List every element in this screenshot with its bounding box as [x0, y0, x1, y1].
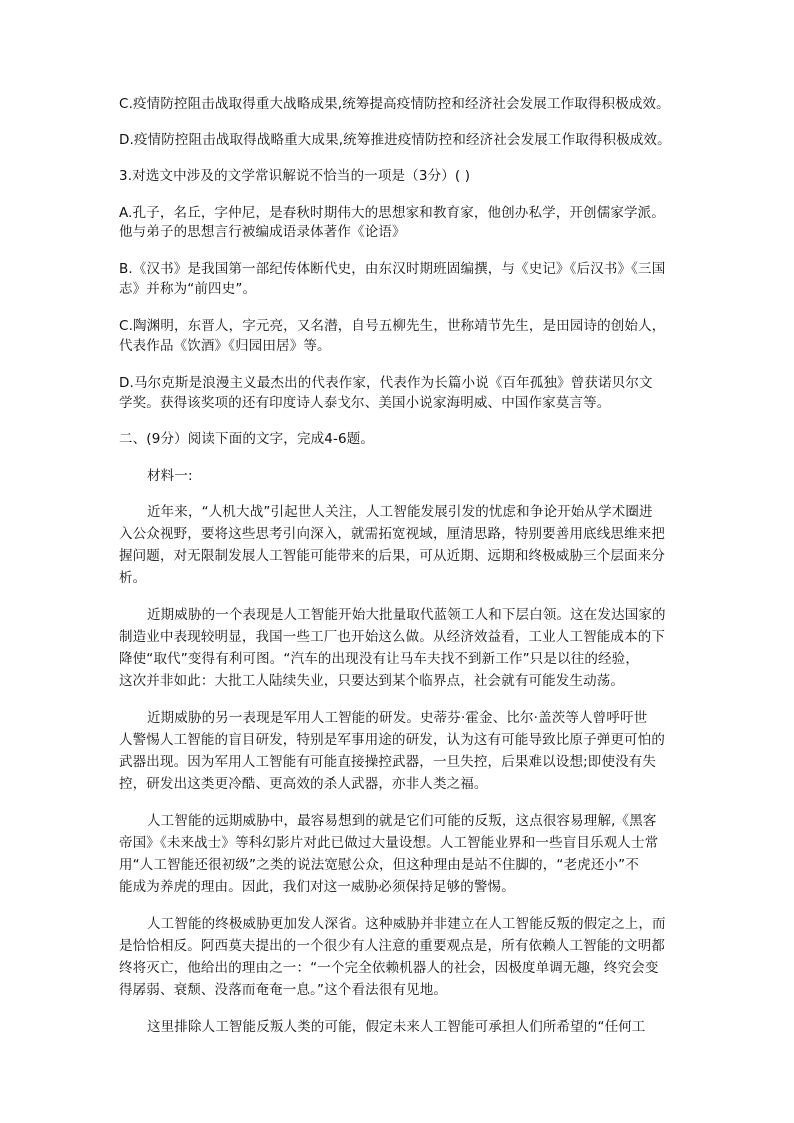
para-2-line-2: 制造业中表现较明显，我国一些工厂也开始这么做。从经济效益看，工业人工智能成本的下: [119, 629, 665, 645]
para-3-line-1: 近期威胁的另一表现是军用人工智能的研发。史蒂芬·霍金、比尔·盖茨等人曾呼吁世: [147, 710, 648, 726]
para-5-line-4: 得孱弱、衰颓、没落而奄奄一息。”这个看法很有见地。: [119, 982, 447, 998]
para-5-line-3: 终将灭亡，他给出的理由之一：“一个完全依赖机器人的社会，因极度单调无趣，终究会变: [119, 960, 659, 976]
para-3-line-4: 控，研发出这类更冷酷、更高效的杀人武器，亦非人类之福。: [119, 776, 488, 792]
option-d-q2: D.疫情防控阻击战取得战略重大成果,统筹推进疫情防控和经济社会发展工作取得积极成效。: [119, 132, 671, 148]
para-4-line-4: 能成为养虎的理由。因此，我们对这一威胁必须保持足够的警惕。: [119, 879, 515, 895]
para-1-line-3: 握问题，对无限制发展人工智能可能带来的后果，可从近期、远期和终极威胁三个层面来分: [119, 548, 665, 564]
section-heading: 二、(9分）阅读下面的文字，完成4-6题。: [119, 431, 375, 447]
para-2-line-1: 近期威胁的一个表现是人工智能开始大批量取代蓝领工人和下层白领。这在发达国家的: [147, 607, 666, 623]
para-5-line-1: 人工智能的终极威胁更加发人深省。这种威胁并非建立在人工智能反叛的假定之上，而: [147, 916, 666, 932]
option-c-line-1: C.陶渊明，东晋人，字元亮，又名潜，自号五柳先生，世称靖节先生，是田园诗的创始人，: [119, 318, 666, 334]
option-d-line-1: D.马尔克斯是浪漫主义最杰出的代表作家，代表作为长篇小说《百年孤独》曾获诺贝尔文: [119, 375, 653, 391]
para-2-line-4: 这次并非如此：大批工人陆续失业，只要达到某个临界点，社会就有可能发生动荡。: [119, 673, 625, 689]
para-4-line-2: 帝国》《未来战士》等科幻影片对此已做过大量设想。人工智能业界和一些盲目乐观人士常: [119, 835, 659, 851]
option-c-line-2: 代表作品《饮酒》《归园田居》等。: [119, 338, 331, 354]
para-1-line-1: 近年来，“人机大战”引起世人关注，人工智能发展引发的忧虑和争论开始从学术圈进: [147, 504, 653, 520]
para-3-line-2: 人警惕人工智能的盲目研发，特别是军事用途的研发，认为这有可能导致比原子弹更可怕的: [119, 732, 665, 748]
para-5-line-2: 是恰恰相反。阿西莫夫提出的一个很少有人注意的重要观点是，所有依赖人工智能的文明都: [119, 938, 665, 954]
para-2-line-3: 降使“取代”变得有利可图。“汽车的出现没有让马车夫找不到新工作”只是以往的经验，: [119, 651, 639, 667]
option-d-line-2: 学奖。获得该奖项的还有印度诗人泰戈尔、美国小说家海明威、中国作家莫言等。: [119, 395, 611, 411]
para-3-line-3: 武器出现。因为军用人工智能有可能直接操控武器，一旦失控，后果难以设想;即使没有失: [119, 754, 657, 770]
option-c-q2: C.疫情防控阻击战取得重大战略成果,统筹提高疫情防控和经济社会发展工作取得积极成效。: [119, 96, 670, 112]
para-4-line-1: 人工智能的远期威胁中，最容易想到的就是它们可能的反叛，这点很容易理解,《黑客: [147, 813, 657, 829]
para-1-line-2: 入公众视野，要将这些思考引向深入，就需拓宽视域，厘清思路，特别要善用底线思维来把: [119, 526, 665, 542]
material-label: 材料一:: [147, 468, 193, 484]
option-a-line-1: A.孔子，名丘，字仲尼，是春秋时期伟大的思想家和教育家，他创办私学，开创儒家学派。: [119, 205, 665, 221]
question-3: 3.对选文中涉及的文学常识解说不恰当的一项是（3分）( ): [119, 168, 471, 184]
para-6-line-1: 这里排除人工智能反叛人类的可能，假定未来人工智能可承担人们所希望的“任何工: [147, 1019, 646, 1035]
option-b-line-1: B.《汉书》是我国第一部纪传体断代史，由东汉时期班固编撰，与《史记》《后汉书》《三国: [119, 261, 666, 277]
option-b-line-2: 志》并称为“前四史”。: [119, 281, 257, 297]
para-1-line-4: 析。: [119, 570, 147, 586]
option-a-line-2: 他与弟子的思想言行被编成语录体著作《论语》: [119, 224, 406, 240]
para-4-line-3: 用“人工智能还很初级”之类的说法宽慰公众，但这种理由是站不住脚的，“老虎还小”不: [119, 857, 639, 873]
